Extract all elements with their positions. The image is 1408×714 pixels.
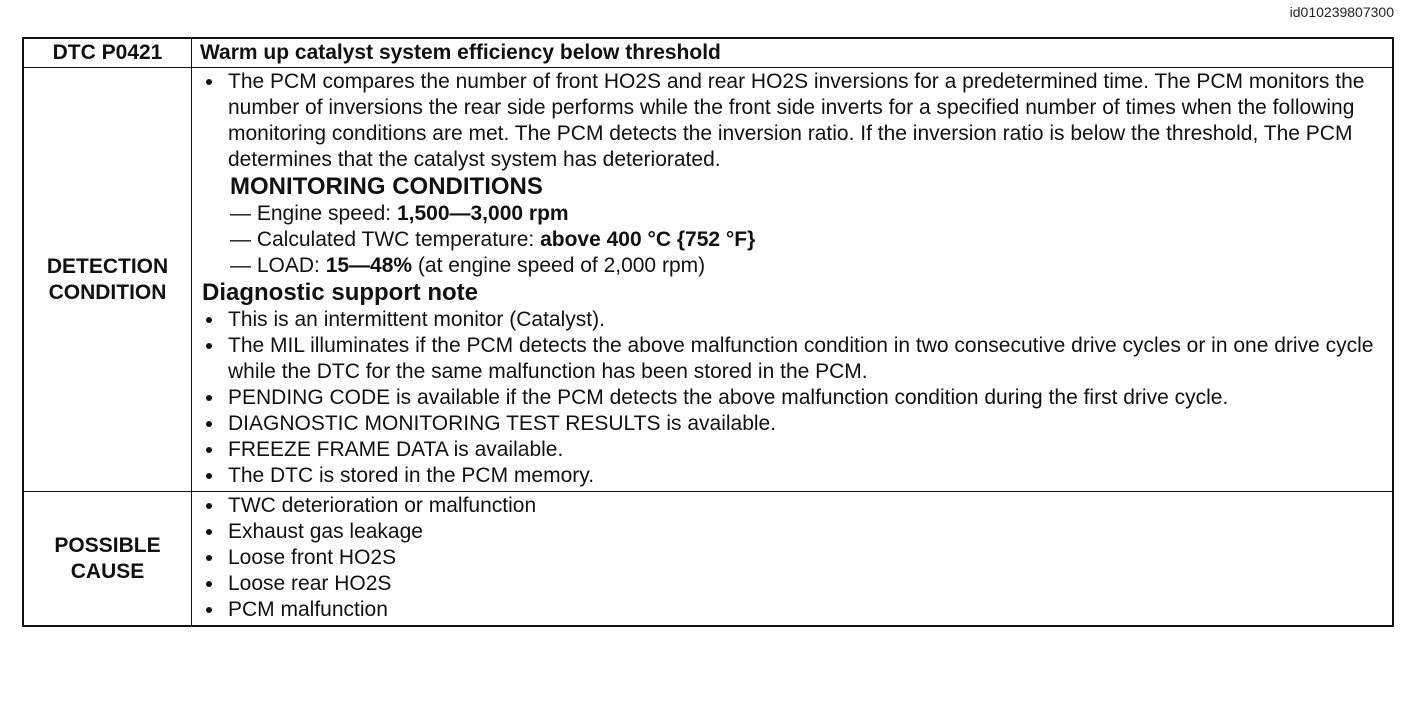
dtc-table [22,37,1394,627]
document-id: id010239807300 [1289,4,1394,20]
possible-cause-label-line2: CAUSE [70,559,145,583]
possible-cause-content [192,492,1394,627]
detection-content [192,68,1394,492]
condition-value: above 400 °C {752 °F} [540,228,756,251]
cause-item: TWC deterioration or malfunction [202,493,1378,519]
cause-list [202,493,1378,623]
possible-cause-label-line1: POSSIBLE [54,533,161,557]
monitoring-heading: MONITORING CONDITIONS [230,173,543,200]
detection-label-line2: CONDITION [48,280,167,304]
cause-item: Loose front HO2S [202,545,1378,571]
dtc-title: Warm up catalyst system efficiency below threshold [192,38,1394,68]
detection-intro-list [202,69,1378,173]
condition-twc-temperature [202,227,1378,253]
cause-item: Exhaust gas leakage [202,519,1378,545]
detection-label [23,68,192,492]
condition-value: 15—48% [325,254,413,277]
dtc-code: DTC P0421 [23,38,192,68]
note-item: The DTC is stored in the PCM memory. [202,463,1378,489]
cause-item: PCM malfunction [202,597,1378,623]
condition-suffix: (at engine speed of 2,000 rpm) [412,254,706,277]
note-item: This is an intermittent monitor (Catalyst). [202,307,1378,333]
condition-engine-speed [202,201,1378,227]
condition-prefix: — LOAD: [230,254,326,277]
condition-load [202,253,1378,279]
diagnostic-note-heading: Diagnostic support note [202,279,478,306]
note-item: DIAGNOSTIC MONITORING TEST RESULTS is available. [202,411,1378,437]
note-item: The MIL illuminates if the PCM detects the above malfunction condition in two consecutive drive cycles or in one drive cycle while the DTC for the same malfunction has been stored in the PCM. [202,333,1378,385]
possible-cause-row [23,492,1393,627]
cause-item: Loose rear HO2S [202,571,1378,597]
note-item: FREEZE FRAME DATA is available. [202,437,1378,463]
condition-prefix: — Calculated TWC temperature: [230,228,541,251]
detection-intro: The PCM compares the number of front HO2S and rear HO2S inversions for a predetermined time. The PCM monitors the number of inversions the rear side performs while the front side inverts for a specified number of times when the following monitoring conditions are met. The PCM detects the inversion ratio. If the inversion ratio is below the threshold, The PCM determines that the catalyst system has deteriorated. [202,69,1378,173]
note-item: PENDING CODE is available if the PCM detects the above malfunction condition during the first drive cycle. [202,385,1378,411]
condition-prefix: — Engine speed: [230,202,397,225]
diagnostic-note-list [202,307,1378,489]
possible-cause-label [23,492,192,627]
detection-label-line1: DETECTION [46,254,169,278]
detection-row [23,68,1393,492]
condition-value: 1,500—3,000 rpm [396,202,569,225]
header-row [23,38,1393,68]
